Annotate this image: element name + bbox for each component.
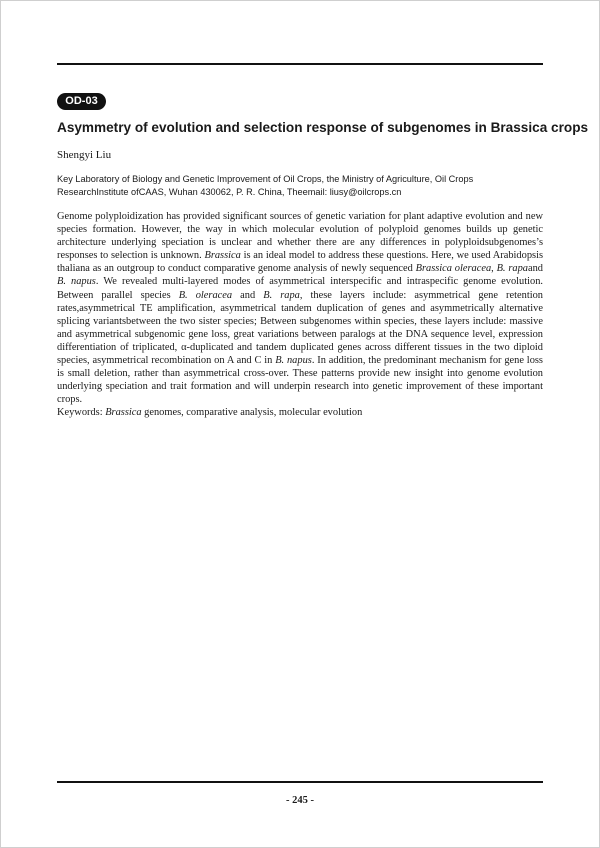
abstract-italic-term: B. rapa	[496, 263, 528, 275]
abstract-text: and	[527, 263, 543, 275]
keywords-list: genomes, comparative analysis, molecular evolution	[141, 407, 363, 418]
abstract-text: Genome polyploidization has provided significant sources of genetic variation for plant adaptive evolution and new species formation. However, the way in which molecular evolution of polyploid genomes builds up genetic architecture underlying speciation is unclear and whether there are any differences in polyploidsubgenomes’s responses to selection is unknown.	[57, 211, 543, 262]
bottom-rule	[57, 781, 543, 783]
abstract-italic-term: B. napus	[57, 276, 96, 288]
abstract-italic-term: Brassica	[204, 250, 241, 262]
affiliation	[57, 173, 543, 198]
abstract-italic-term: B. napus	[275, 355, 312, 367]
session-badge: OD-03	[57, 93, 106, 110]
abstract-text: , these layers include: asymmetrical gene retention rates,asymmetrical TE amplification, asymmetrical tandem duplication of genes and asymmetrically alternative splicing variantsbetween the two sister species; Between subgenomes within species, these layers include: massive and asymmetrical subgenomic gene loss, great variations between paralogs at the DNA sequence level, expression differentiation of triplicated, α-duplicated and tandem duplicated genes across different tissues in the two diploid species, asymmetrical recombination on A and C in	[57, 289, 543, 367]
abstract-italic-term: B. rapa	[263, 289, 300, 301]
top-rule	[57, 63, 543, 65]
affiliation-line-2: ResearchInstitute ofCAAS, Wuhan 430062, P. R. China, Theemail: liusy@oilcrops.cn	[57, 186, 402, 197]
abstract-text: ,	[491, 263, 497, 275]
abstract-italic-term: Brassica oleracea	[415, 263, 492, 275]
abstract-body	[57, 210, 543, 406]
page-number: - 245 -	[286, 795, 314, 806]
abstract-text: . In addition, the predominant mechanism for gene loss is small deletion, rather than asymmetrical cross-over. These patterns provide new insight into genome evolution underlying speciation and trait formation and will underpin research into genetic improvement of these important crops.	[57, 355, 543, 406]
abstract-text: and	[232, 289, 264, 301]
keywords	[57, 407, 362, 418]
keywords-genus: Brassica	[105, 407, 142, 418]
abstract-text: . We revealed multi-layered modes of asymmetrical interspecific and intraspecific genome evolution. Between parallel species	[57, 276, 543, 301]
author-name: Shengyi Liu	[57, 149, 112, 161]
paper-title: Asymmetry of evolution and selection response of subgenomes in Brassica crops	[57, 120, 589, 135]
abstract-italic-term: B. oleracea	[178, 289, 233, 301]
affiliation-line-1: Key Laboratory of Biology and Genetic Improvement of Oil Crops, the Ministry of Agriculture, Oil Crops	[57, 174, 474, 184]
abstract-text: is an ideal model to address these questions. Here, we used Arabidopsis thaliana as an outgroup to conduct comparative genome analysis of newly sequenced	[57, 250, 543, 275]
keywords-label: Keywords:	[57, 407, 106, 418]
